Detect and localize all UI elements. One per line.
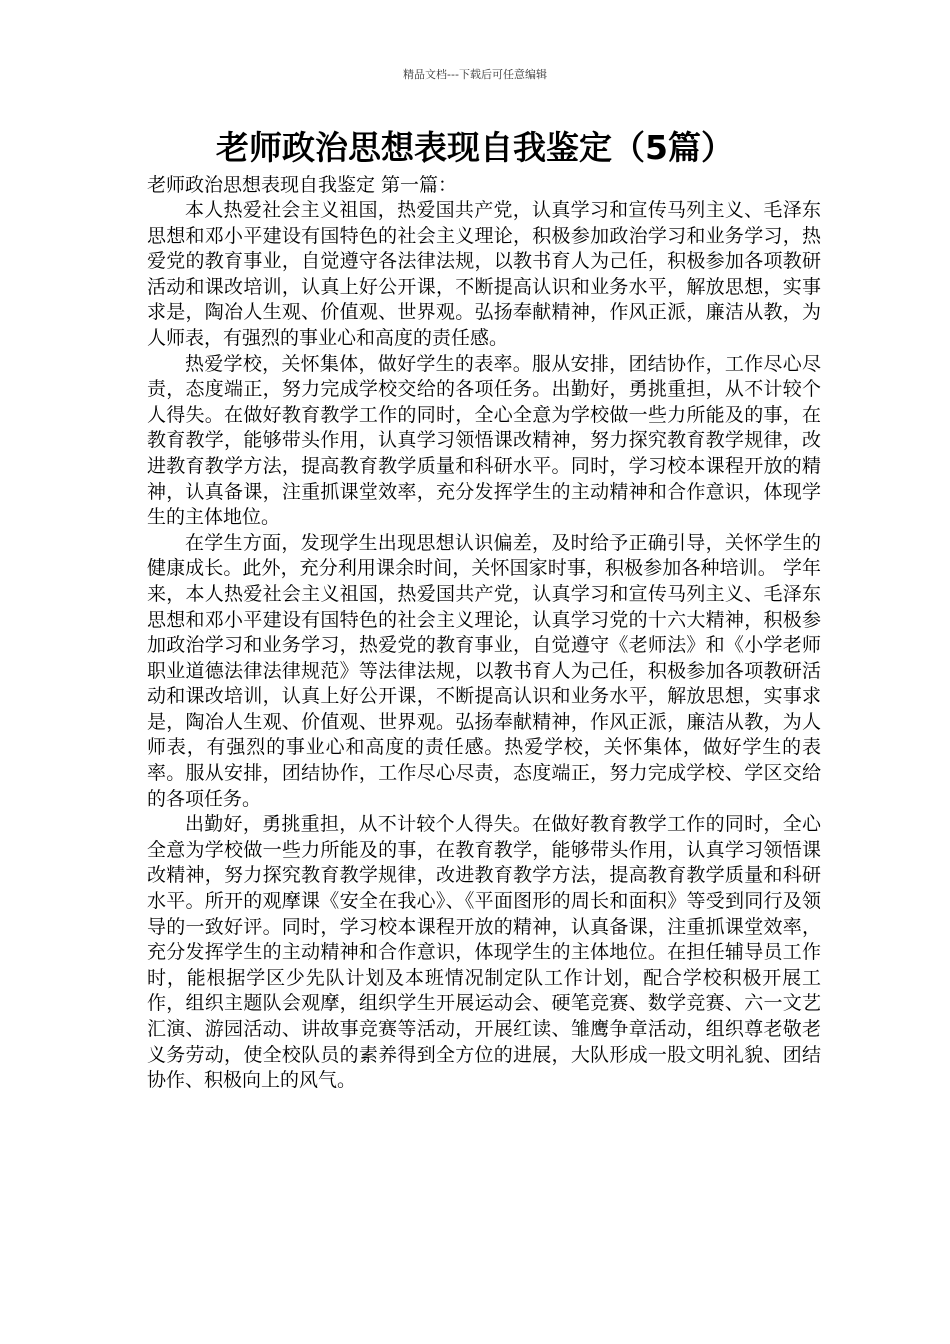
header-note: 精品文档---下载后可任意编辑	[403, 68, 547, 81]
document-body	[147, 172, 821, 1094]
document-title: 老师政治思想表现自我鉴定（5篇）	[216, 128, 734, 167]
paragraph-1: 本人热爱社会主义祖国，热爱国共产党，认真学习和宣传马列主义、毛泽东思想和邓小平建设有国特色的社会主义理论，积极参加政治学习和业务学习，热爱党的教育事业，自觉遵守各法律法规，以教书育人为己任，积极参加各项教研活动和课改培训，认真上好公开课，不断提高认识和业务水平，解放思想，实事求是，陶冶人生观、价值观、世界观。弘扬奉献精神，作风正派，廉洁从教，为人师表，有强烈的事业心和高度的责任感。	[147, 199, 821, 349]
paragraph-3: 在学生方面，发现学生出现思想认识偏差，及时给予正确引导，关怀学生的健康成长。此外，充分利用课余时间，关怀国家时事，积极参加各种培训。 学年来，本人热爱社会主义祖国，热爱国共产党，认真学习和宣传马列主义、毛泽东思想和邓小平建设有国特色的社会主义理论，认真学习党的十六大精神，积极参加政治学习和业务学习，热爱党的教育事业，自觉遵守《老师法》和《小学老师职业道德法律法律规范》等法律法规，以教书育人为己任，积极参加各项教研活动和课改培训，认真上好公开课，不断提高认识和业务水平，解放思想，实事求是，陶冶人生观、价值观、世界观。弘扬奉献精神，作风正派，廉洁从教，为人师表，有强烈的事业心和高度的责任感。热爱学校，关怀集体，做好学生的表率。服从安排，团结协作，工作尽心尽责，态度端正，努力完成学校、学区交给的各项任务。	[147, 531, 821, 810]
paragraph-2: 热爱学校，关怀集体，做好学生的表率。服从安排，团结协作，工作尽心尽责，态度端正，努力完成学校交给的各项任务。出勤好，勇挑重担，从不计较个人得失。在做好教育教学工作的同时，全心全意为学校做一些力所能及的事，在教育教学，能够带头作用，认真学习领悟课改精神，努力探究教育教学规律，改进教育教学方法，提高教育教学质量和科研水平。同时，学习校本课程开放的精神，认真备课，注重抓课堂效率，充分发挥学生的主动精神和合作意识，体现学生的主体地位。	[147, 352, 821, 529]
section-heading: 老师政治思想表现自我鉴定 第一篇：	[147, 174, 458, 196]
paragraph-4: 出勤好，勇挑重担，从不计较个人得失。在做好教育教学工作的同时，全心全意为学校做一些力所能及的事，在教育教学，能够带头作用，认真学习领悟课改精神，努力探究教育教学规律，改进教育教学方法，提高教育教学质量和科研水平。所开的观摩课《安全在我心》、《平面图形的周长和面积》等受到同行及领导的一致好评。同时，学习校本课程开放的精神，认真备课，注重抓课堂效率，充分发挥学生的主动精神和合作意识，体现学生的主体地位。在担任辅导员工作时，能根据学区少先队计划及本班情况制定队工作计划，配合学校积极开展工作，组织主题队会观摩，组织学生开展运动会、硬笔竞赛、数学竞赛、六一文艺汇演、游园活动、讲故事竞赛等活动，开展红读、雏鹰争章活动，组织尊老敬老义务劳动，使全校队员的素养得到全方位的进展，大队形成一股文明礼貌、团结协作、积极向上的风气。	[147, 813, 821, 1092]
